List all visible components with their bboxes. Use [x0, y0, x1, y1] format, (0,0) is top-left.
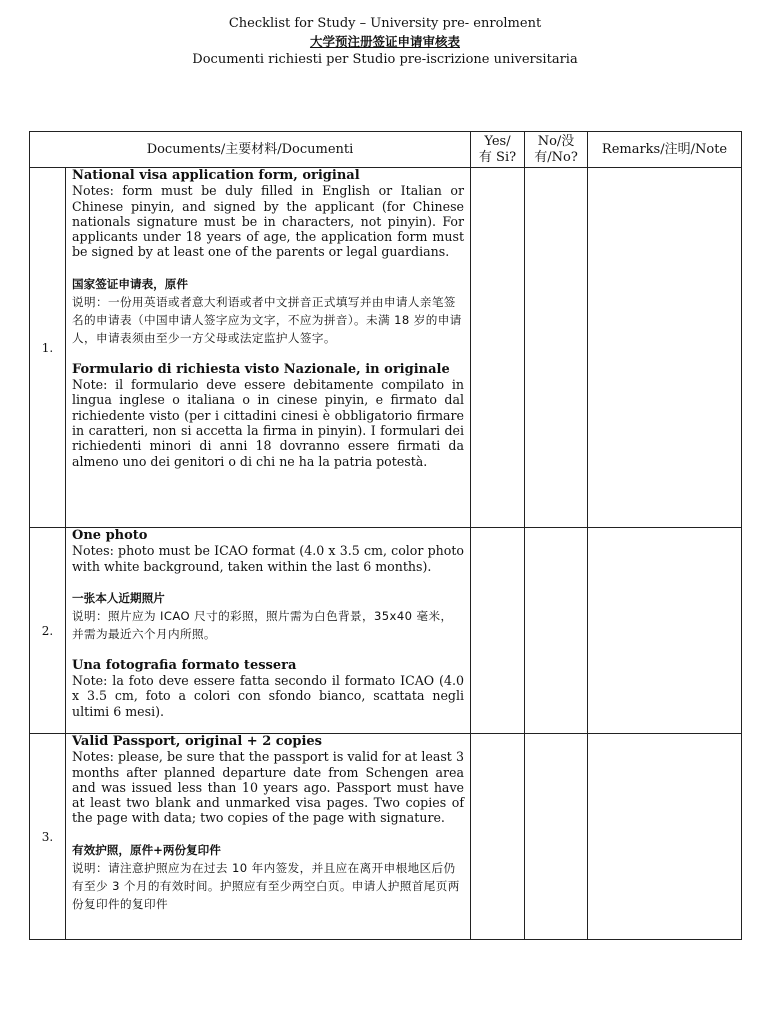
remarks-cell[interactable] [588, 734, 742, 940]
item-notes-chinese: 说明：请注意护照应为在过去 10 年内签发，并且应在离开申根地区后仍有至少 3 个月的有效时间。护照应有至少两空白页。申请人护照首尾页两份复印件的复印件 [72, 860, 460, 911]
remarks-cell[interactable] [588, 528, 742, 734]
item-notes-chinese: 说明：一份用英语或者意大利语或者中文拼音正式填写并由申请人亲笔签名的申请表（中国申请人签字应为文字，不应为拼音）。未满 18 岁的申请人，申请表须由至少一方父母或法定监护人签字。 [72, 294, 462, 345]
item-title-english: One photo [72, 528, 148, 543]
col-header-documents: Documents/主要材料/Documenti [30, 132, 471, 168]
item-notes-english: Notes: please, be sure that the passport is valid for at least 3 months after planned departure date from Schengen area and was issued less than 10 years ago. Passport must have at least two blank and unmarked visa pages. Two copies of the page with data; two copies of the page with signature. [72, 749, 465, 826]
row-number: 1. [30, 168, 66, 528]
row-number: 3. [30, 734, 66, 940]
item-notes-english: Notes: photo must be ICAO format (4.0 x 3.5 cm, color photo with white background, taken within the last 6 months). [72, 543, 465, 574]
no-checkbox-cell[interactable] [525, 734, 588, 940]
item-notes-chinese: 说明：照片应为 ICAO 尺寸的彩照，照片需为白色背景，35x40 毫米，并需为最近六个月内所照。 [72, 608, 453, 641]
yes-checkbox-cell[interactable] [471, 168, 525, 528]
table-row [30, 734, 742, 940]
item-notes-italian: Note: il formulario deve essere debitamente compilato in lingua inglese o italiana o in cinese pinyin, e firmato dal richiedente visto (per i cittadini cinesi è obbligatorio firmare in caratteri, non si accetta la firma in pinyin). I formulari dei richiedenti minori di anni 18 dovranno essere firmati da almeno uno dei genitori o di chi ne ha la patria potestà. [72, 377, 465, 469]
row-number: 2. [30, 528, 66, 734]
yes-checkbox-cell[interactable] [471, 528, 525, 734]
remarks-cell[interactable] [588, 168, 742, 528]
document-description [66, 734, 471, 940]
col-header-no: No/没 有/No? [525, 132, 588, 168]
title-italian: Documenti richiesti per Studio pre-iscrizione universitaria [192, 52, 578, 67]
item-title-chinese: 国家签证申请表，原件 [72, 276, 188, 291]
checklist-table [29, 131, 742, 940]
document-description [66, 528, 471, 734]
title-english: Checklist for Study – University pre- enrolment [228, 16, 542, 31]
document-description [66, 168, 471, 528]
yes-checkbox-cell[interactable] [471, 734, 525, 940]
item-title-english: National visa application form, original [72, 168, 360, 183]
item-title-italian: Una fotografia formato tessera [72, 657, 297, 673]
item-title-english: Valid Passport, original + 2 copies [72, 734, 322, 749]
title-chinese: 大学预注册签证申请审核表 [309, 34, 460, 49]
no-checkbox-cell[interactable] [525, 528, 588, 734]
col-header-yes: Yes/ 有 Si? [471, 132, 525, 168]
item-title-chinese: 有效护照，原件+两份复印件 [72, 842, 221, 857]
table-header-row [30, 132, 742, 168]
item-notes-italian: Note: la foto deve essere fatta secondo il formato ICAO (4.0 x 3.5 cm, foto a colori con sfondo bianco, scattata negli ultimi 6 mesi). [72, 673, 465, 719]
table-row [30, 168, 742, 528]
table-row [30, 528, 742, 734]
col-header-remarks: Remarks/注明/Note [588, 132, 742, 168]
item-title-italian: Formulario di richiesta visto Nazionale, in originale [72, 361, 450, 377]
no-checkbox-cell[interactable] [525, 168, 588, 528]
item-notes-english: Notes: form must be duly filled in English or Italian or Chinese pinyin, and signed by the applicant (for Chinese nationals signature must be in characters, not pinyin). For applicants under 18 years of age, the application form must be signed by at least one of the parents or legal guardians. [72, 183, 465, 260]
item-title-chinese: 一张本人近期照片 [72, 590, 165, 605]
